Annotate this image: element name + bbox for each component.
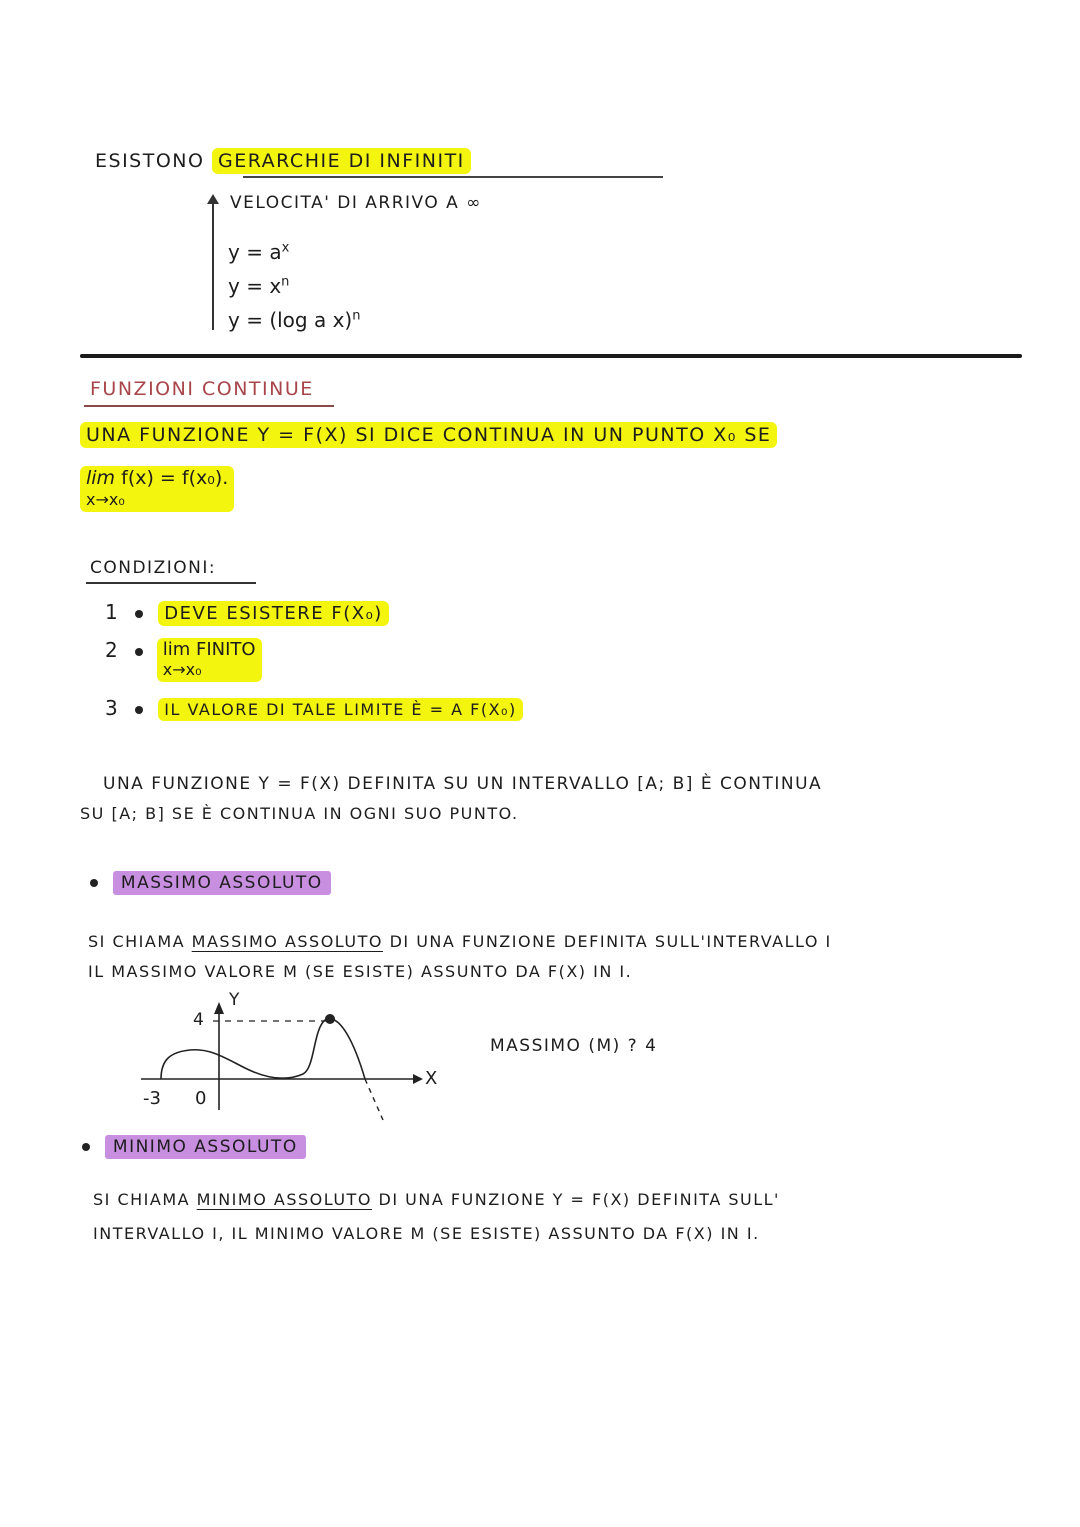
x-tick-minus3: -3 bbox=[143, 1088, 161, 1109]
section-divider bbox=[80, 354, 1022, 358]
hierarchies-title-highlight: GERARCHIE DI INFINITI bbox=[212, 148, 471, 174]
max-function-graph bbox=[125, 990, 465, 1130]
conditions-heading: CONDIZIONI: bbox=[90, 558, 216, 578]
min-definition-line2: INTERVALLO I, IL MINIMO VALORE M (SE ESISTE) ASSUNTO DA F(X) IN I. bbox=[93, 1224, 760, 1243]
formula-power: $y = x^n$ bbox=[228, 274, 290, 298]
condition-item-2: 2 lim FINITO x→x₀ bbox=[105, 638, 262, 682]
bullet-icon bbox=[135, 706, 143, 714]
heading-underline bbox=[84, 405, 334, 407]
formula-exponential: $y = a^x$ bbox=[228, 240, 290, 264]
y-axis-label: Y bbox=[229, 990, 240, 1010]
speed-label: VELOCITA' DI ARRIVO A ∞ bbox=[230, 193, 482, 213]
function-curve-icon bbox=[125, 990, 465, 1130]
min-heading: MINIMO ASSOLUTO bbox=[82, 1137, 306, 1157]
min-definition-line1: SI CHIAMA MINIMO ASSOLUTO DI UNA FUNZIONE Y = F(X) DEFINITA SULL' bbox=[93, 1190, 780, 1209]
continuity-definition-line1: UNA FUNZIONE Y = F(X) SI DICE CONTINUA IN UN PUNTO X₀ SE bbox=[80, 424, 777, 446]
formula-logarithm: y = (log a x)$^n$ bbox=[228, 308, 361, 332]
bullet-icon bbox=[82, 1143, 90, 1151]
bullet-icon bbox=[90, 879, 98, 887]
hierarchies-lead: ESISTONO bbox=[95, 150, 205, 172]
continuity-definition-line2: lim f(x) = f(x₀). x→x₀ bbox=[80, 466, 234, 512]
continuity-heading: FUNZIONI CONTINUE bbox=[90, 378, 314, 400]
condition-item-3: 3 IL VALORE DI TALE LIMITE È = A F(X₀) bbox=[105, 696, 523, 720]
heading-underline bbox=[86, 582, 256, 584]
bullet-icon bbox=[135, 610, 143, 618]
heading-underline bbox=[243, 176, 663, 178]
y-tick-4: 4 bbox=[193, 1010, 204, 1030]
max-question: MASSIMO (M) ? 4 bbox=[490, 1036, 658, 1056]
interval-continuity-line2: SU [A; B] SE È CONTINUA IN OGNI SUO PUNTO. bbox=[80, 804, 519, 823]
condition-item-1: 1 DEVE ESISTERE F(X₀) bbox=[105, 600, 389, 624]
max-definition-line1: SI CHIAMA MASSIMO ASSOLUTO DI UNA FUNZIONE DEFINITA SULL'INTERVALLO I bbox=[88, 932, 832, 951]
max-definition-line2: IL MASSIMO VALORE M (SE ESISTE) ASSUNTO DA F(X) IN I. bbox=[88, 962, 633, 981]
max-heading: MASSIMO ASSOLUTO bbox=[90, 873, 331, 893]
interval-continuity-line1: UNA FUNZIONE Y = F(X) DEFINITA SU UN INTERVALLO [A; B] È CONTINUA bbox=[103, 774, 823, 794]
hierarchies-heading bbox=[95, 150, 471, 172]
x-tick-0: 0 bbox=[195, 1088, 207, 1109]
bullet-icon bbox=[135, 648, 143, 656]
speed-arrow-icon bbox=[212, 200, 214, 330]
x-axis-label: X bbox=[425, 1068, 438, 1089]
